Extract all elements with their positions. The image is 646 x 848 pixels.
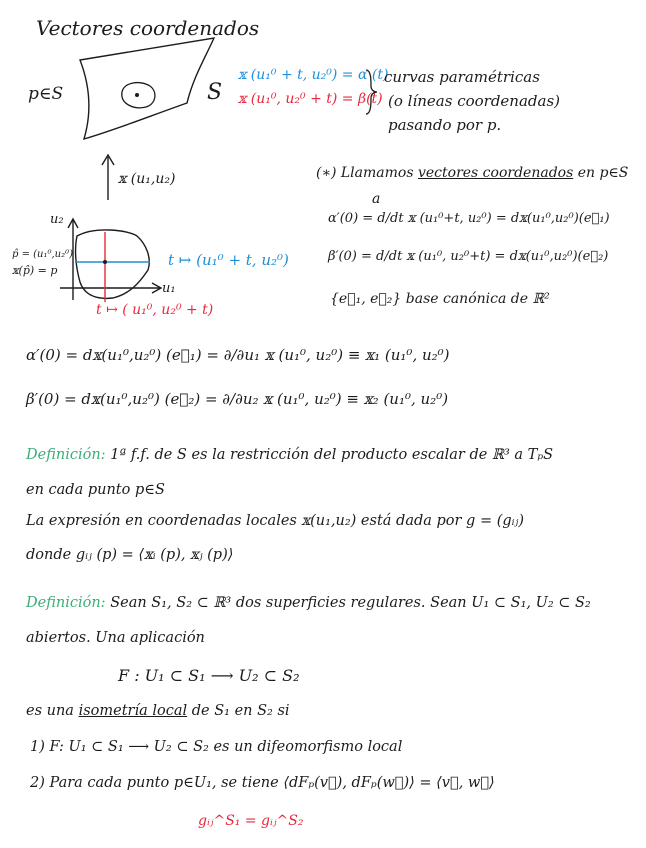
p-in-S-label: p∈S [28,84,64,104]
definition-1-line-3: La expresión en coordenadas locales 𝕩(u₁,u₂) está dada por g = (gᵢⱼ) [26,513,525,529]
definition-2-text: Sean S₁, S₂ ⊂ ℝ³ dos superficies regulares. Sean U₁ ⊂ S₁, U₂ ⊂ S₂ [110,595,591,611]
line4-suffix: de S₁ en S₂ si [191,703,290,719]
condition-2: 2) Para cada punto p∈U₁, se tiene ⟨dFₚ(v⃗), dFₚ(w⃗)⟩ = ⟨v⃗, w⃗⟩ [30,775,495,791]
curves-note-2: (o líneas coordenadas) [388,92,561,110]
alpha-curve: 𝕩 (u₁⁰ + t, u₂⁰) = α (t) [238,67,389,83]
page-title: Vectores coordenados [36,16,260,40]
surface-S [80,38,214,139]
star-a: a [372,191,381,207]
eq-beta: β′(0) = d𝕩(u₁⁰,u₂⁰) (e⃗₂) = ∂/∂u₂ 𝕩 (u₁⁰, u₂⁰) ≡ 𝕩₂ (u₁⁰, u₂⁰) [26,390,449,408]
line4-prefix: es una [26,703,74,719]
eq-alpha: α′(0) = d𝕩(u₁⁰,u₂⁰) (e⃗₁) = ∂/∂u₁ 𝕩 (u₁⁰, u₂⁰) ≡ 𝕩₁ (u₁⁰, u₂⁰) [26,346,450,364]
star-prefix: (∗) Llamamos [316,165,414,181]
beta-curve: 𝕩 (u₁⁰, u₂⁰ + t) = β(t) [238,91,383,107]
point-p-on-surface [135,93,139,97]
point-phat [103,260,107,264]
red-curve-label: t ↦ ( u₁⁰, u₂⁰ + t) [96,302,214,318]
curves-note-3: pasando por p. [388,116,502,134]
definition-1-line-1 [26,448,553,463]
star-statement [316,166,628,180]
definition-1-line-4: donde gᵢⱼ (p) = ⟨𝕩ᵢ (p), 𝕩ⱼ (p)⟩ [26,547,234,563]
S-label: S [207,80,223,105]
condition-1: 1) F: U₁ ⊂ S₁ ⟶ U₂ ⊂ S₂ es un difeomorfismo local [30,739,403,755]
star-suffix: en p∈S [577,165,629,181]
curves-note-1: curvas paramétricas [384,68,540,86]
u1-axis-label: u₁ [162,281,176,296]
star-underlined: vectores coordenados [417,165,574,181]
phat-label: p̂ = (u₁⁰,u₂⁰) [12,249,74,260]
canonical-basis: {e⃗₁, e⃗₂} base canónica de ℝ² [330,291,550,307]
alpha-derivative: α′(0) = d/dt 𝕩 (u₁⁰+t, u₂⁰) = d𝕩(u₁⁰,u₂⁰)(e⃗₁) [328,211,610,226]
definition-2-line-4 [26,704,290,719]
map-label: 𝕩 (u₁,u₂) [118,171,176,187]
definition-2-label: Definición: [26,595,106,611]
isometry-local-term: isometría local [78,703,188,719]
metric-equality: gᵢⱼ^S₁ = gᵢⱼ^S₂ [198,813,304,829]
x-phat-label: 𝕩(p̂) = p [12,264,58,277]
isometry-map: F : U₁ ⊂ S₁ ⟶ U₂ ⊂ S₂ [118,666,300,685]
definition-1-text: 1ª f.f. de S es la restricción del producto escalar de ℝ³ a TₚS [110,447,554,463]
definition-2-line-1 [26,596,591,611]
blue-curve-label: t ↦ (u₁⁰ + t, u₂⁰) [168,251,289,269]
definition-2-line-2: abiertos. Una aplicación [26,630,205,646]
u2-axis-label: u₂ [50,212,64,227]
definition-1-line-2: en cada punto p∈S [26,482,165,498]
definition-1-label: Definición: [26,447,106,463]
beta-derivative: β′(0) = d/dt 𝕩 (u₁⁰, u₂⁰+t) = d𝕩(u₁⁰,u₂⁰)(e⃗₂) [328,249,609,264]
